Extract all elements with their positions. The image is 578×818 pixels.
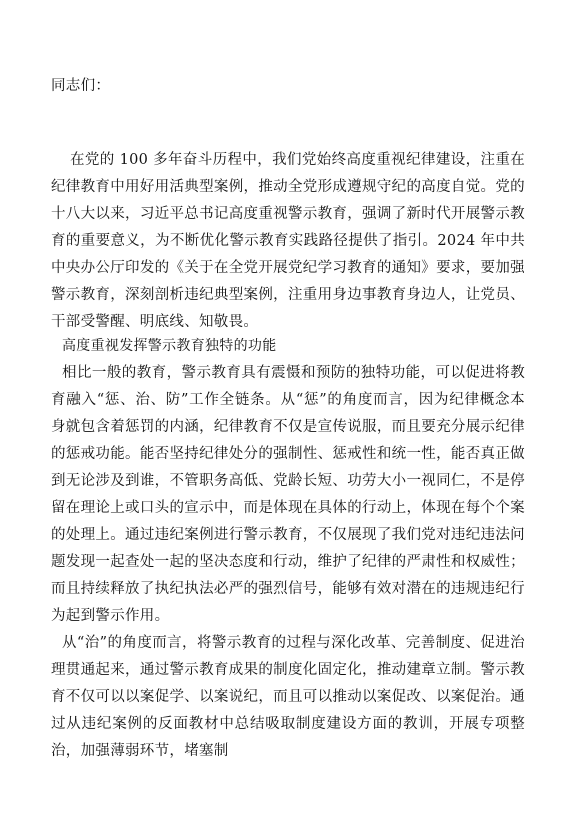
paragraph-governance: 从“治”的角度而言，将警示教育的过程与深化改革、完善制度、促进治理贯通起来，通过警示教育成果的制度化固定化，推动建章立制。警示教育不仅可以以案促学、以案说纪，而且可以推动以案促改、以案促治。通过从违纪案例的反面教材中总结吸取制度建设方面的教训，开展专项整治，加强薄弱环节，堵塞制 <box>51 635 525 759</box>
paragraph-function: 相比一般的教育，警示教育具有震慑和预防的独特功能，可以促进将教育融入“惩、治、防”工作全链条。从“惩”的角度而言，因为纪律概念本身就包含着惩罚的内涵，纪律教育不仅是宣传说服，而且要充分展示纪律的惩戒功能。能否坚持纪律处分的强制性、惩戒性和统一性，能否真正做到无论涉及到谁，不管职务高低、党龄长短、功劳大小一视同仁，不是停留在理论上或口头的宣示中，而是体现在具体的行动上，体现在每个个案的处理上。通过违纪案例进行警示教育，不仅展现了我们党对违纪违法问题发现一起查处一起的坚决态度和行动，维护了纪律的严肃性和权威性；而且持续释放了执纪执法必严的强烈信号，能够有效对潜在的违规违纪行为起到警示作用。 <box>51 365 525 624</box>
section-heading: 高度重视发挥警示教育独特的功能 <box>62 338 277 354</box>
salutation: 同志们： <box>51 78 111 94</box>
paragraph-intro: 在党的 100 多年奋斗历程中，我们党始终高度重视纪律建设，注重在纪律教育中用好用活典型案例，推动全党形成遵规守纪的高度自觉。党的十八大以来，习近平总书记高度重视警示教育，强调了新时代开展警示教育的重要意义，为不断优化警示教育实践路径提供了指引。2024 年中共中央办公厅印发的《关于在全党开展党纪学习教育的通知》要求，要加强警示教育，深刻剖析违纪典型案例，注重用身边事教育身边人，让党员、干部受警醒、明底线、知敬畏。 <box>51 152 525 330</box>
